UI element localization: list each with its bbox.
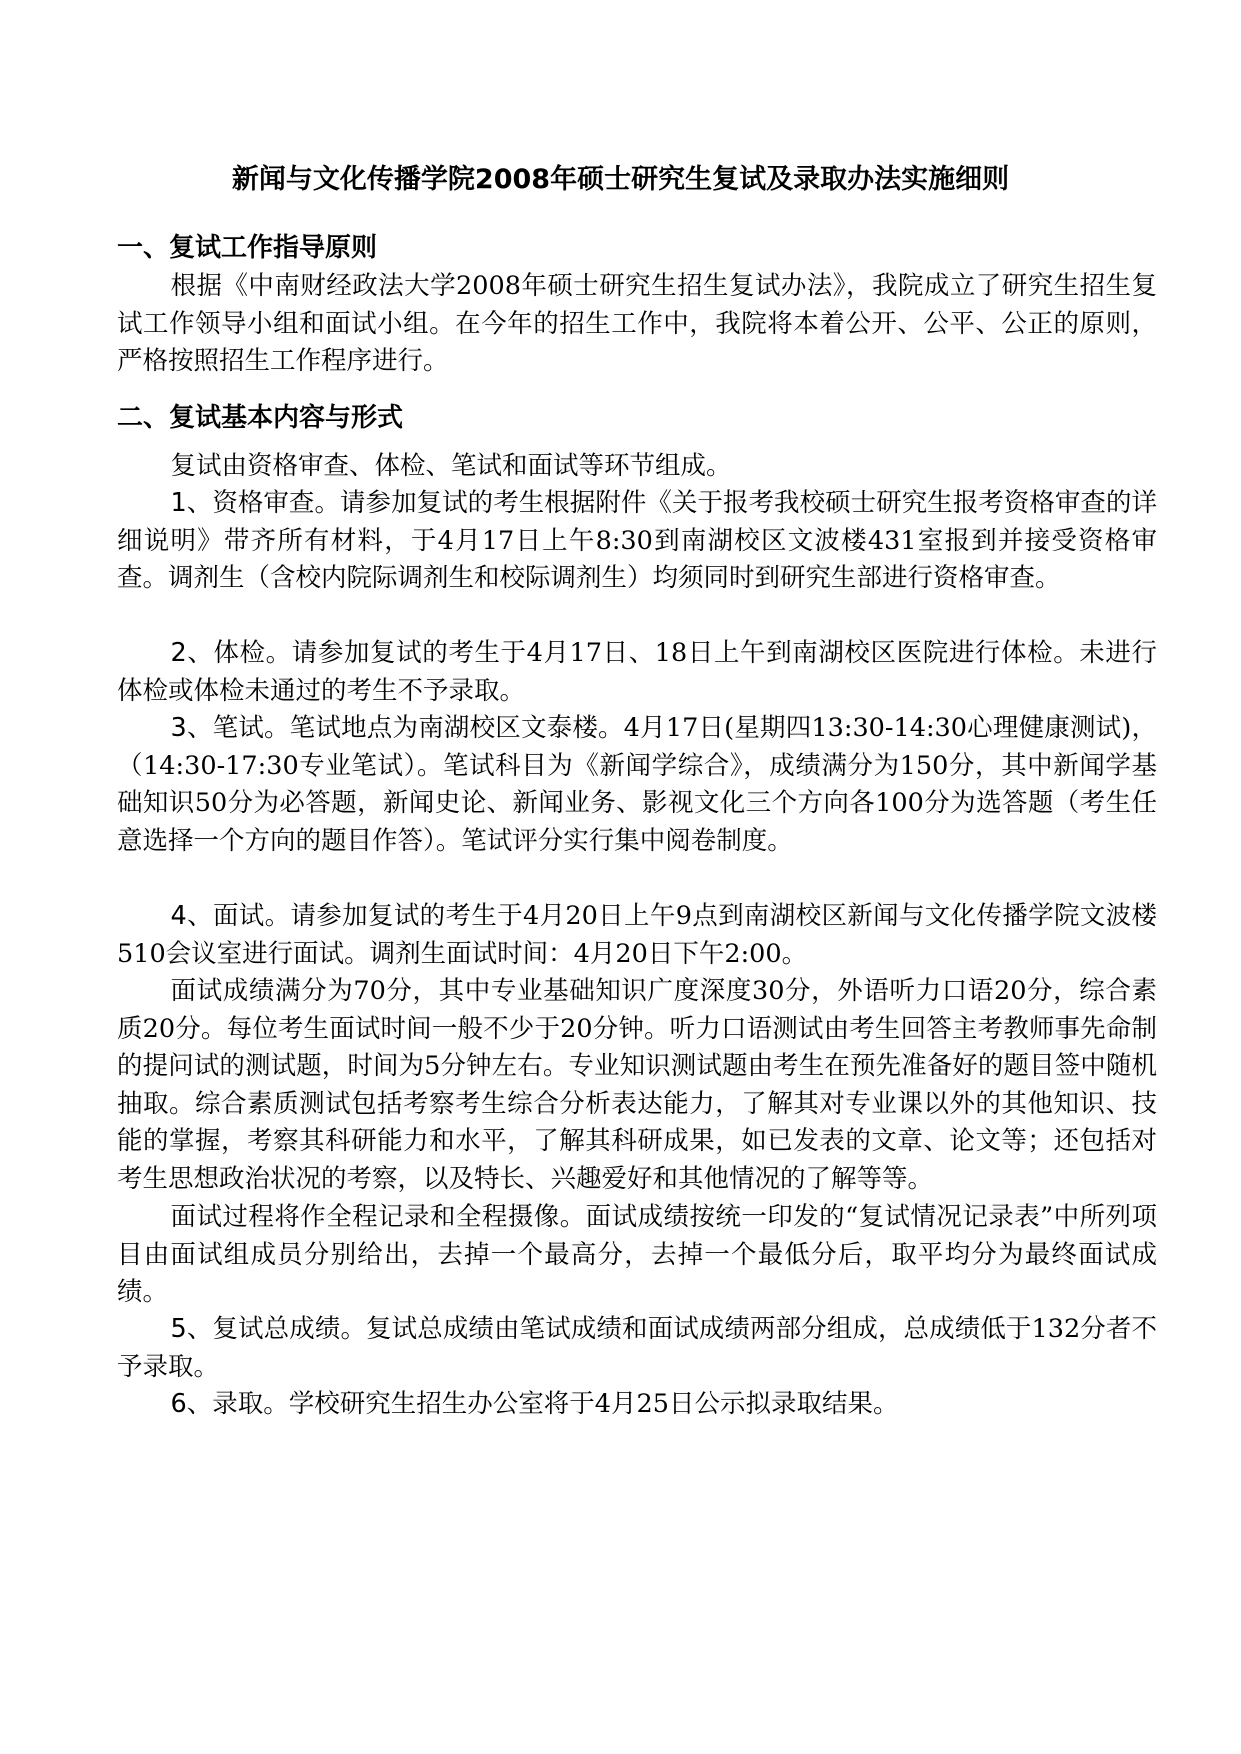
item-text: 请参加复试的考生根据附件《关于报考我校硕士研究生报考资格审查的详细说明》带齐所有材料，于4月17日上午8:30到南湖校区文波楼431室报到并接受资格审查。调剂生（含校内院际调剂生和校际调剂生）均须同时到研究生部进行资格审查。	[117, 488, 1157, 593]
item-text: 请参加复试的考生于4月17日、18日上午到南湖校区医院进行体检。未进行体检或体检未通过的考生不予录取。	[117, 638, 1157, 706]
item-label: 3、笔试。	[170, 713, 290, 743]
item-text: 学校研究生招生办公室将于4月25日公示拟录取结果。	[288, 1389, 899, 1419]
item-written-exam	[117, 710, 1157, 860]
item-label: 1、资格审查。	[170, 488, 340, 518]
item-text: 请参加复试的考生于4月20日上午9点到南湖校区新闻与文化传播学院文波楼510会议室进行面试。调剂生面试时间：4月20日下午2:00。	[117, 901, 1157, 969]
item-label: 5、复试总成绩。	[170, 1314, 367, 1344]
item-text: 笔试地点为南湖校区文泰楼。4月17日(星期四13:30-14:30心理健康测试)，（14:30-17:30专业笔试）。笔试科目为《新闻学综合》，成绩满分为150分，其中新闻学基础知识50分为必答题，新闻史论、新闻业务、影视文化三个方向各100分为选答题（考生任意选择一个方向的题目作答）。笔试评分实行集中阅卷制度。	[117, 713, 1157, 856]
item-label: 2、体检。	[170, 638, 292, 668]
item-label: 4、面试。	[170, 901, 291, 931]
item-physical-exam	[117, 635, 1157, 710]
section1-paragraph: 根据《中南财经政法大学2008年硕士研究生招生复试办法》，我院成立了研究生招生复试工作领导小组和面试小组。在今年的招生工作中，我院将本着公开、公平、公正的原则，严格按照招生工作程序进行。	[117, 271, 1157, 376]
item-interview	[117, 898, 1157, 973]
item-admission	[117, 1386, 1157, 1424]
interview-score-paragraph: 面试成绩满分为70分，其中专业基础知识广度深度30分，外语听力口语20分，综合素质20分。每位考生面试时间一般不少于20分钟。听力口语测试由考生回答主考教师事先命制的提问试的测试题，时间为5分钟左右。专业知识测试题由考生在预先准备好的题目签中随机抽取。综合素质测试包括考察考生综合分析表达能力，了解其对专业课以外的其他知识、技能的掌握，考察其科研能力和水平，了解其科研成果，如已发表的文章、论文等；还包括对考生思想政治状况的考察，以及特长、兴趣爱好和其他情况的了解等等。	[117, 976, 1157, 1194]
item-text: 复试总成绩由笔试成绩和面试成绩两部分组成，总成绩低于132分者不予录取。	[117, 1314, 1157, 1382]
interview-process-paragraph: 面试过程将作全程记录和全程摄像。面试成绩按统一印发的“复试情况记录表”中所列项目由面试组成员分别给出，去掉一个最高分，去掉一个最低分后，取平均分为最终面试成绩。	[117, 1202, 1157, 1307]
section-heading-1: 一、复试工作指导原则	[117, 233, 378, 263]
item-label: 6、录取。	[170, 1389, 289, 1419]
item-qualification-review	[117, 485, 1157, 598]
page-title: 新闻与文化传播学院2008年硕士研究生复试及录取办法实施细则	[231, 164, 1010, 195]
item-total-score	[117, 1311, 1157, 1386]
section-heading-2: 二、复试基本内容与形式	[117, 403, 404, 433]
section2-intro: 复试由资格审查、体检、笔试和面试等环节组成。	[170, 451, 732, 481]
